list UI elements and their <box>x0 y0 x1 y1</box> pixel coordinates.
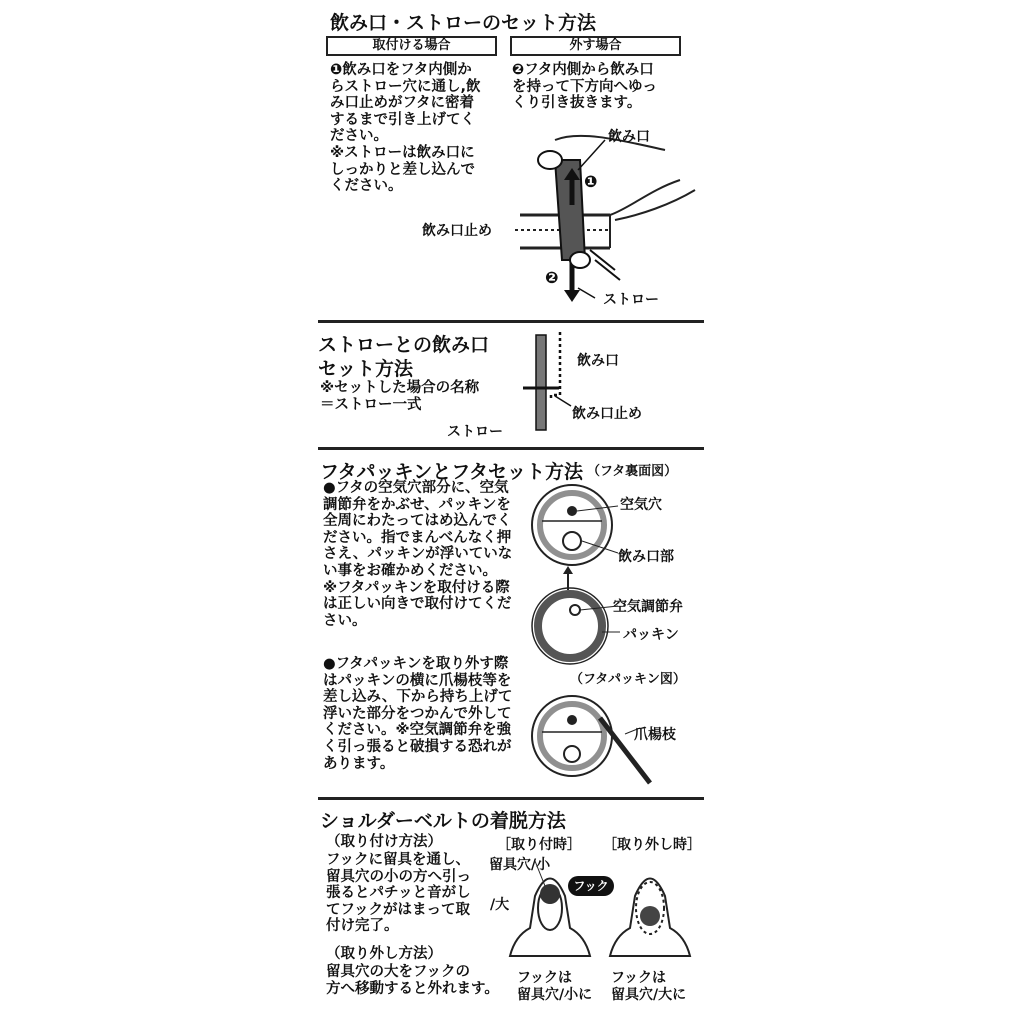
caption-removed: フックは 留具穴/大に <box>611 970 687 1003</box>
label-hole-small: 留具穴/小 <box>489 857 551 873</box>
caption-attached: フックは 留具穴/小に <box>517 970 593 1003</box>
label-straw-set: ストロー <box>447 424 503 440</box>
attach-method-text: フックに留具を通し、 留具穴の小の方へ引っ 張るとパチッと音がし てフックがはまって取 付け完了。 <box>326 852 471 935</box>
head-attached: ［取り付時］ <box>497 837 581 853</box>
section2-title-line2: セット方法 <box>318 358 414 380</box>
label-mouth-part: 飲み口部 <box>618 549 674 565</box>
label-nomikuchi-set: 飲み口 <box>577 353 619 369</box>
section3-title: フタパッキンとフタセット方法 <box>320 461 583 483</box>
label-nomikuchi: 飲み口 <box>608 129 650 145</box>
label-valve: 空気調節弁 <box>613 599 683 615</box>
label-toothpick: 爪楊枝 <box>634 727 676 743</box>
label-tome-set: 飲み口止め <box>572 406 642 422</box>
hook-label-badge: フック <box>568 876 614 896</box>
label-nomikuchi-tome: 飲み口止め <box>422 223 492 239</box>
label-hole-large: /大 <box>490 897 510 913</box>
label-airhole: 空気穴 <box>620 497 662 513</box>
remove-method-head: （取り外し方法） <box>326 946 442 962</box>
attach-method-head: （取り付け方法） <box>326 834 442 850</box>
divider-3 <box>318 797 704 800</box>
remove-instructions: ❷フタ内側から飲み口 を持って下方向へゆっ くり引き抜きます。 <box>512 62 657 112</box>
packing-set-text: ●フタの空気穴部分に、空気 調節弁をかぶせ、パッキンを 全周にわたってはめ込んでく ださい。指でまんべんなく押 さえ、パッキンが浮いていな い事をお確かめください。 ※フタパッキンを取付ける際 は正しい向きで取付けてくだ さい。 <box>323 480 513 629</box>
lid-packing-illustration <box>530 478 620 778</box>
section1-title: 飲み口・ストローのセット方法 <box>330 12 597 34</box>
shoulder-belt-illustration <box>505 856 705 971</box>
caption-packing: （フタパッキン図） <box>570 672 686 687</box>
packing-remove-text: ●フタパッキンを取り外す際 はパッキンの横に爪楊枝等を 差し込み、下から持ち上げて 浮いた部分をつかんで外して ください。※空気調節弁を強 く引っ張ると破損する恐れが あります。 <box>323 656 513 772</box>
head-removed: ［取り外し時］ <box>603 837 701 853</box>
remove-method-text: 留具穴の大をフックの 方へ移動すると外れます。 <box>326 964 499 997</box>
divider-1 <box>318 320 704 323</box>
section4-title: ショルダーベルトの着脱方法 <box>320 810 566 832</box>
divider-2 <box>318 447 704 450</box>
section3-title-note: （フタ裏面図） <box>587 464 678 479</box>
attach-instructions: ❶飲み口をフタ内側か らストロー穴に通し,飲 み口止めがフタに密着 するまで引き上げてく ださい。 ※ストローは飲み口に しっかりと差し込んで ください。 <box>330 62 481 195</box>
marker-2: ❷ <box>545 268 559 287</box>
marker-1: ❶ <box>584 172 598 191</box>
straw-set-illustration <box>515 330 585 440</box>
section2-title-line1: ストローとの飲み口 <box>318 334 490 356</box>
label-packing: パッキン <box>623 627 679 643</box>
label-straw: ストロー <box>603 292 659 308</box>
section2-note: ※セットした場合の名称 ＝ストロー一式 <box>320 380 480 413</box>
straw-assembly-illustration <box>500 120 700 310</box>
remove-box: 外す場合 <box>510 36 681 56</box>
attach-box: 取付ける場合 <box>326 36 497 56</box>
